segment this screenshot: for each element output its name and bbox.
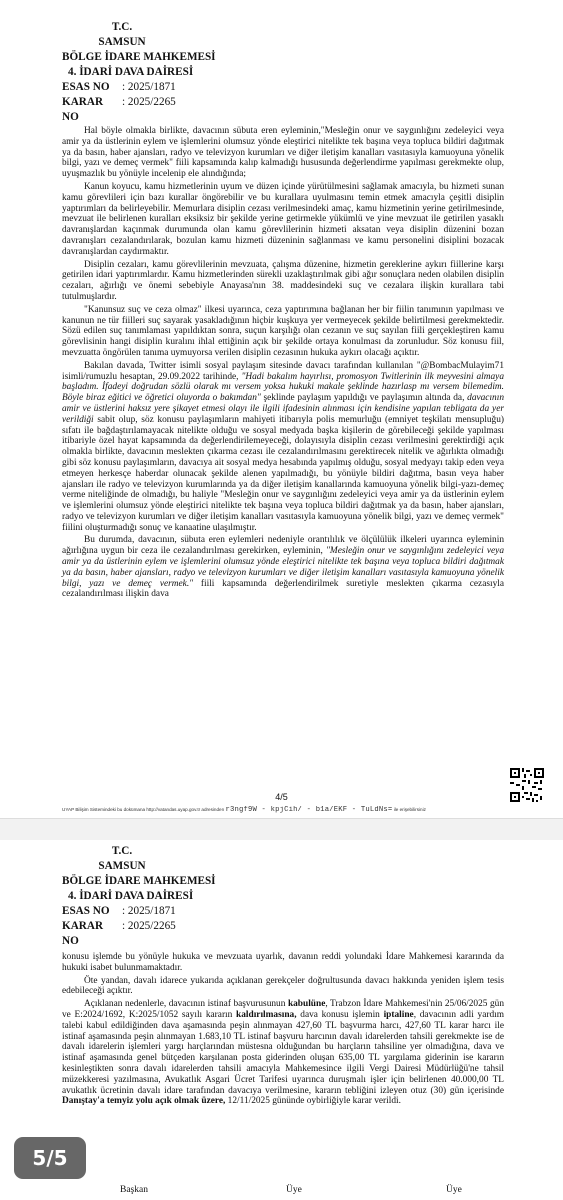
esas-label: ESAS NO [62,81,110,93]
page-number: 4/5 [275,792,288,802]
esas-row [62,80,216,95]
text-span: dava konusu işlemin [296,1009,384,1020]
paragraph: "Kanunsuz suç ve ceza olmaz" ilkesi uyarınca, ceza yaptırımına bağlanan her bir fiilin tanımının yapılması ve kanunun ne tür fiilleri suç sayarak yasakladığının hiçbir kuşkuya yer vermeyecek şekilde belirtilmesi gerekmektedir. Sözü edilen suç tanımlaması yapıldıktan sonra, suçun karşılığı olan cezanın ve suç sayılan fiili gerçekleştiren kamu görevlisinin hangi disiplin kuralını ihlal ettiğinin açık bir şekilde ortaya konulması da zorunludur. Söz konusu fiil, mevzuatta öngörülen tanıma uymuyorsa verilen disiplin cezasının hukuka aykırı olacağı açıktır. [62,304,504,358]
text-span: fiili kapsamında değerlendirilmek suretiyle meslekten çıkarma cezasıyla cezalandırılması ilişkin dava [62,578,504,600]
paragraph: Hal böyle olmakla birlikte, davacının sübuta eren eyleminin,"Mesleğin onur ve saygınlığını zedeleyici veya amir ya da üstlerinin eylem ve işlemlerini olumsuz yönde eleştirici nitelikte tek başına veya topluca bildiri dağıtmak ya da basın, haber ajansları, radyo ve televizyon kurumları ve diğer iletişim kanalları vasıtasıyla kamuoyuna yönelik bilgi, yazı ve demeç vermek" fiili kapsamında kalıp kalmadığı hususunda değerlendirme yapılması gerekmekte olup, uyuşmazlık bu yönüyle incelenip ele alındığında; [62,126,504,180]
header-chamber: 4. İDARİ DAVA DAİRESİ [68,890,194,902]
esas-value: : 2025/1871 [122,905,176,917]
signature-uye-1: Üye [286,1185,302,1195]
page-separator [0,818,563,842]
karar-value: : 2025/2265 [122,920,176,932]
quoted-tweet: "Hadi bakalım hayırlısı, promosyon Twitlerinin ilk meyvesini almaya başladım. İfadeyi doğrudan sözlü olarak mı versem yoksa hukuki makale şeklinde hazırlasp mı versem bilemedim. Böyle biraz eğitici ve öğretici oluyorda o bakımdan" [62,371,504,404]
bold-span: Danıştay'a temyiz yolu açık olmak üzere, [62,1096,226,1107]
decision-body [62,126,504,602]
text-span: , davacının adli yardım talebi kabul edildiğinden dava aşamasında peşin alınmayan 427,60 TL başvurma harcı, 427,60 TL karar harcı ile istinaf aşamasında peşin alınmayan 1.683,10 TL istinaf başvuru harcının davalı idarelerden tahsili gerekmekte ise de davalı idarelerin işlemleri yargı harçlarından müstesna olduğundan bu harçların tahsiline yer olmadığına, dava ve istinaf aşamasında genel bütçeden karşılanan posta giderinden oluşan 635,00 TL yargılama giderinin ise kararın kesinleştikten sonra davalı idarelerden tahsili amacıyla Mahkemesince ilgili Vergi Dairesi Müdürlüğü'ne tahsil müzekkeresi yazılmasına, Avukatlık Asgari Ücret Tarifesi uyarınca duruşmalı işler için belirlenen 40.000,00 TL avukatlık ücretinin davalı idare tarafından davacıya verilmesine, kararın tebliğini izleyen otuz (30) gün içerisinde [62,1009,504,1096]
paragraph: Disiplin cezaları, kamu görevlilerinin mevzuata, çalışma düzenine, hizmetin gereklerine aykırı fiillerine karşı getirilen idari yaptırımlardır. Kamu hizmetlerinden sürekli uzaklaştırılmak gibi ağır sonuçlara neden olabilen disiplin cezaları, ağırlığı ve önemi sebebiyle Anayasa'nın 38. maddesindeki suç ve cezalara ilişkin kurallara tabi tutulmuşlardır. [62,259,504,302]
text-span: 12/11/2025 gününde oybirliğiyle karar verildi. [225,1096,401,1107]
karar-label: KARAR NO [62,96,104,123]
header-court: BÖLGE İDARE MAHKEMESİ [62,51,216,63]
text-span: sabit olup, söz konusu paylaşımların mahiyeti itibarıyla polis memurluğu (emniyet teşkilatı mensupluğu) sıfatı ile bağdaştırılamayacak nitelikte olduğu ve sosyal medyada başka kişilerin de görebileceği şekilde yapılması itibariyle özel hayat kapsamında da değerlendirilemeyeceği, dolayısıyla disiplin cezası verilmesini gerektirdiği açık olmakla birlikte, davacının meslekten çıkarma cezası ile cezalandırılmasını gerektirecek nitelik ve ağırlıkta olmadığı gibi söz konusu paylaşımların, davacıya ait sosyal medya hesabında yapılmış olduğu, sosyal medyayı takip eden veya etmeyen herkesçe haberdar olunacak şekilde alenen yapılmadığı, bu yönüyle bildiri dağıtma, basın veya haber ajansları ile radyo ve televizyon kurumlarında ya da diğer iletişim kanallarında kamuoyuna yönelik bilgi-yazı-demeç verme niteliğinde de olmadığı, bu haliyle "Mesleğin onur ve saygınlığını zedeleyici veya amir ya da üstlerinin eylem ve işlemlerini olumsuz yönde eleştirici nitelikte tek başına veya topluca bildiri dağıtmak ya da basın, haber ajansları, radyo ve televizyon kurumları ve diğer iletişim kanalları vasıtasıyla kamuoyuna yönelik bilgi, yazı ve demeç vermek" fiilini oluşturmadığı sonuç ve kanaatine ulaşılmıştır. [62,414,504,533]
uyap-footer [62,806,512,814]
qr-code-icon [510,768,544,802]
bold-span: iptaline [383,1009,414,1020]
header-tc: T.C. [111,845,133,857]
italic-span: "Mesleğin onur ve saygınlığını zedeleyici veya amir ya da üstlerinin eylem ve işlemlerini olumsuz yönde eleştirici nitelikte tek başına veya topluca bildiri dağıtmak ya da basın, haber ajansları, radyo ve televizyon kurumları ve diğer iletişim kanalları vasıtasıyla kamuoyuna yönelik bilgi, yazı ve demeç vermek." [62,546,504,589]
signature-uye-2: Üye [446,1185,462,1195]
text-span: Bakılan davada, Twitter isimli sosyal paylaşım sitesinde davacı tarafından kullanılan "@BombacMulayim71 isimli/rumuzlu hesaptan, 29.09.2022 tarihinde, [62,360,504,382]
karar-value: : 2025/2265 [122,96,176,108]
header-tc: T.C. [111,21,133,33]
decision-body [62,952,504,1109]
footer-text: UYAP Bilişim Sistemindeki bu dokümana http://vatandas.uyap.gov.tr adresinden [62,807,225,812]
paragraph: Kanun koyucu, kamu hizmetlerinin uyum ve düzen içinde yürütülmesini sağlamak amacıyla, bu hizmeti sunan kamu görevlileri için bazı kurallar öngörebilir ve bu kurallara uyulmasını temin etmek amacıyla çeşitli disiplin yaptırımları da belirleyebilir. Memurlara disiplin cezası verilmesindeki amaç, kamu hizmetinin yerine getirilmesinde, mevzuat ile belirlenen kuralları eksiksiz bir şekilde yerine getirmekle yükümlü ve yine mevzuat ile getirilen yasaklı davranışlardan kaçınmak durumunda olan kamu görevlilerinin hizmeti aksatan veya disiplin düzenini bozan davranışları cezalandırılarak, bozulan kamu hizmeti düzeninin sağlanması ve kamu personelini disiplini bozacak davranışlardan caydırmaktır. [62,181,504,257]
paragraph: Öte yandan, davalı idarece yukarıda açıklanan gerekçeler doğrultusunda davacı hakkında yeniden işlem tesis edebileceği açıktır. [62,975,504,997]
header-chamber: 4. İDARİ DAVA DAİRESİ [68,66,194,78]
verification-code: r3ngf9W - kpjCih/ - b1a/EKF - TuLdNs= [225,806,393,814]
header-court: BÖLGE İDARE MAHKEMESİ [62,875,216,887]
header-city: SAMSUN [98,36,146,48]
court-header [62,20,216,125]
paragraph-case-facts [62,361,504,534]
footer-suffix: ile erişebilirsiniz [393,807,426,812]
karar-row [62,95,216,125]
italic-span: davacının amir ve üstlerini haksız yere şikayet etmesi olayı ile ilgili ifadesinin alınması için kendisine yapılan tebligata da yer verildiği [62,393,504,425]
text-span: şeklinde paylaşım yapıldığı ve paylaşımın altında da, [260,393,468,404]
karar-row [62,919,216,949]
signature-baskan: Başkan [120,1185,148,1195]
bold-span: kabulüne [287,999,326,1010]
esas-row [62,904,216,919]
paragraph-conclusion [62,535,504,600]
paragraph: konusu işlemde bu yönüyle hukuka ve mevzuata uyarlık, davanın reddi yolundaki İdare Mahkemesi kararında da hukuki isabet bulunmamaktadır. [62,952,504,973]
court-header [62,844,216,949]
text-span: , Trabzon İdare Mahkemesi'nin 25/06/2025 gün ve E:2024/1692, K:2025/1052 sayılı kararın [62,999,505,1020]
paragraph-verdict [62,999,504,1107]
esas-label: ESAS NO [62,905,110,917]
text-span: Açıklanan nedenlerle, davacının istinaf başvurusunun [84,999,288,1010]
bold-span: kaldırılmasına, [236,1009,297,1020]
karar-label: KARAR NO [62,920,104,947]
text-span: Bu durumda, davacının, sübuta eren eylemleri nedeniyle orantılılık ve ölçülülük ilkeleri uyarınca eyleminin ağırlığına uygun bir ceza ile cezalandırılması gerekirken, eyleminin, [62,535,504,557]
esas-value: : 2025/1871 [122,81,176,93]
page-indicator-badge: 5/5 [14,1137,86,1179]
header-city: SAMSUN [98,860,146,872]
